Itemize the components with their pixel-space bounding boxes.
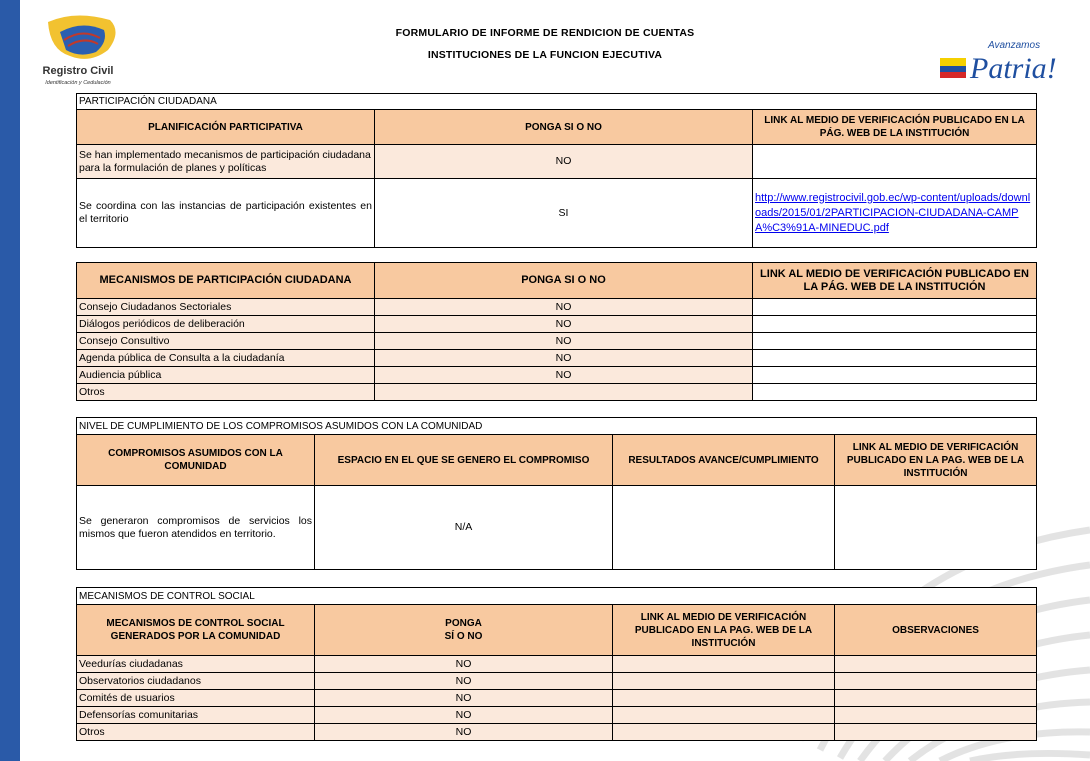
column-header: RESULTADOS AVANCE/CUMPLIMIENTO	[613, 435, 835, 486]
column-header: PONGA SI O NO	[375, 110, 753, 145]
row-link[interactable]	[613, 673, 835, 690]
row-link[interactable]	[753, 367, 1037, 384]
form-title: FORMULARIO DE INFORME DE RENDICION DE CUENTAS	[395, 27, 695, 39]
mecanismos-participacion-table	[76, 262, 1037, 401]
left-accent-bar	[0, 0, 20, 761]
planificacion-participativa-table	[76, 93, 1037, 248]
row-link[interactable]	[753, 299, 1037, 316]
column-header: MECANISMOS DE PARTICIPACIÓN CIUDADANA	[77, 263, 375, 299]
column-header: LINK AL MEDIO DE VERIFICACIÓN PUBLICADO EN LA PAG. WEB DE LA INSTITUCIÓN	[613, 605, 835, 656]
row-observations[interactable]	[835, 656, 1037, 673]
row-label: Consejo Consultivo	[77, 333, 375, 350]
row-label: Se coordina con las instancias de participación existentes en el territorio	[77, 179, 375, 248]
column-header: LINK AL MEDIO DE VERIFICACIÓN PUBLICADO EN LA PÁG. WEB DE LA INSTITUCIÓN	[753, 110, 1037, 145]
row-value[interactable]: NO	[315, 673, 613, 690]
row-value[interactable]: NO	[315, 656, 613, 673]
row-value[interactable]: NO	[315, 724, 613, 741]
svg-text:Patria!: Patria!	[970, 52, 1057, 85]
svg-text:Identificación y Cedulación: Identificación y Cedulación	[45, 80, 111, 86]
row-value[interactable]	[375, 384, 753, 401]
row-label: Defensorías comunitarias	[77, 707, 315, 724]
row-observations[interactable]	[835, 690, 1037, 707]
row-link[interactable]	[753, 145, 1037, 179]
row-label: Audiencia pública	[77, 367, 375, 384]
row-value[interactable]: NO	[375, 350, 753, 367]
row-value[interactable]: NO	[375, 299, 753, 316]
svg-text:Avanzamos: Avanzamos	[988, 40, 1041, 51]
row-observations[interactable]	[835, 707, 1037, 724]
row-link[interactable]	[753, 333, 1037, 350]
column-header: PONGA SI O NO	[375, 263, 753, 299]
row-link[interactable]	[753, 350, 1037, 367]
row-label: Veedurías ciudadanas	[77, 656, 315, 673]
row-result[interactable]	[613, 486, 835, 570]
row-label: Observatorios ciudadanos	[77, 673, 315, 690]
row-label: Consejo Ciudadanos Sectoriales	[77, 299, 375, 316]
column-header	[315, 605, 613, 656]
column-header-line: SÍ O NO	[444, 631, 483, 642]
row-observations[interactable]	[835, 673, 1037, 690]
column-header: OBSERVACIONES	[835, 605, 1037, 656]
row-label: Agenda pública de Consulta a la ciudadanía	[77, 350, 375, 367]
row-value[interactable]: NO	[375, 145, 753, 179]
row-label: Comités de usuarios	[77, 690, 315, 707]
row-value[interactable]: NO	[315, 707, 613, 724]
column-header: LINK AL MEDIO DE VERIFICACIÓN PUBLICADO EN LA PÁG. WEB DE LA INSTITUCIÓN	[753, 263, 1037, 299]
section-title: NIVEL DE CUMPLIMIENTO DE LOS COMPROMISOS ASUMIDOS CON LA COMUNIDAD	[77, 418, 1037, 435]
row-label: Otros	[77, 724, 315, 741]
row-label: Se han implementado mecanismos de participación ciudadana para la formulación de planes y políticas	[77, 145, 375, 179]
column-header: COMPROMISOS ASUMIDOS CON LA COMUNIDAD	[77, 435, 315, 486]
verification-link[interactable]: http://www.registrocivil.gob.ec/wp-content/uploads/downloads/2015/01/2PARTICIPACION-CIUDADANA-CAMPA%C3%91A-MINEDUC.pdf	[755, 191, 1031, 234]
row-value[interactable]: SI	[375, 179, 753, 248]
avanzamos-patria-logo	[938, 36, 1066, 86]
row-link[interactable]	[753, 384, 1037, 401]
row-value[interactable]: NO	[375, 316, 753, 333]
section-title: PARTICIPACIÓN CIUDADANA	[77, 94, 1037, 110]
row-label: Diálogos periódicos de deliberación	[77, 316, 375, 333]
row-link[interactable]	[613, 707, 835, 724]
compromisos-table	[76, 417, 1037, 570]
row-link[interactable]	[613, 690, 835, 707]
row-value[interactable]: NO	[375, 367, 753, 384]
row-link[interactable]	[613, 724, 835, 741]
row-link[interactable]	[613, 656, 835, 673]
row-link[interactable]	[835, 486, 1037, 570]
row-link[interactable]	[753, 316, 1037, 333]
column-header: LINK AL MEDIO DE VERIFICACIÓN PUBLICADO EN LA PAG. WEB DE LA INSTITUCIÓN	[835, 435, 1037, 486]
row-observations[interactable]	[835, 724, 1037, 741]
row-value[interactable]: NO	[315, 690, 613, 707]
svg-text:Registro Civil: Registro Civil	[42, 65, 114, 77]
row-value[interactable]: NO	[375, 333, 753, 350]
row-label: Otros	[77, 384, 375, 401]
section-title: MECANISMOS DE CONTROL SOCIAL	[77, 588, 1037, 605]
control-social-table	[76, 587, 1037, 741]
column-header: ESPACIO EN EL QUE SE GENERO EL COMPROMISO	[315, 435, 613, 486]
column-header-line: PONGA	[445, 618, 482, 629]
row-value[interactable]: N/A	[315, 486, 613, 570]
form-subtitle: INSTITUCIONES DE LA FUNCION EJECUTIVA	[427, 49, 663, 61]
column-header: PLANIFICACIÓN PARTICIPATIVA	[77, 110, 375, 145]
column-header: MECANISMOS DE CONTROL SOCIAL GENERADOS POR LA COMUNIDAD	[77, 605, 315, 656]
row-label: Se generaron compromisos de servicios los mismos que fueron atendidos en territorio.	[77, 486, 315, 570]
